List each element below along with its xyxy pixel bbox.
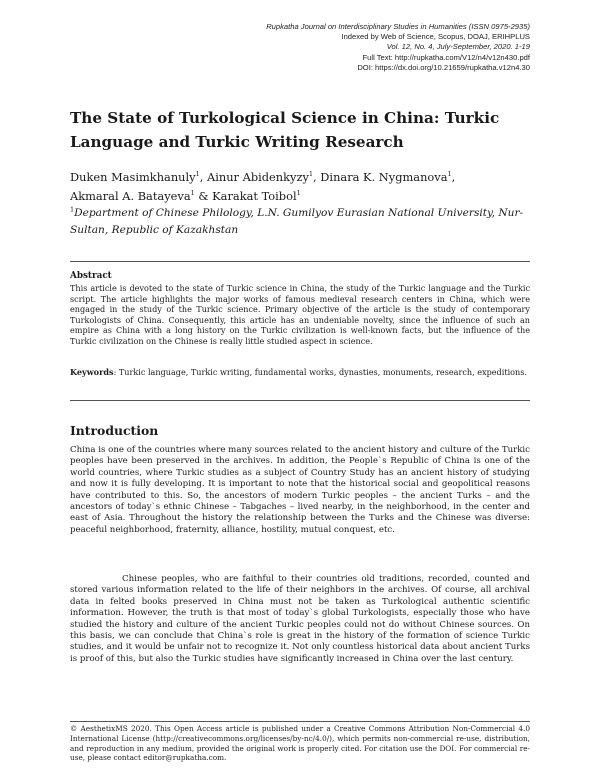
author-affiliation-mark: 1: [308, 170, 314, 179]
journal-fulltext-link[interactable]: Full Text: http://rupkatha.com/V12/n4/v12n430.pdf: [362, 52, 530, 62]
journal-header: [150, 22, 530, 73]
author-name: Duken Masimkhanuly: [70, 170, 196, 184]
author-affiliation-mark: 1: [296, 189, 301, 198]
abstract-section: [70, 261, 530, 401]
keywords-list: : Turkic language, Turkic writing, fundamental works, dynasties, monuments, research, expeditions.: [113, 367, 527, 377]
introduction-paragraph: China is one of the countries where many sources related to the ancient history and culture of the Turkic peoples have been preserved in the archives. In addition, the People`s Republic of China is one of the world countries, where Turkic studies as a subject of Country Study has an ancient history of studying and now it is fully developing. It is important to note that the historical social and geopolitical reasons have contributed to this. So, the ancestors of modern Turkic peoples – the ancient Turks – and the ancestors of today`s ethnic Chinese – Tabgaches – lived nearby, in the neighborhood, in the center and east of Asia. Throughout the history the relationship between the Turks and the Chinese was diverse: peaceful neighborhood, fraternity, alliance, hostility, mutual conquest, etc.: [70, 445, 530, 535]
author-separator: ,: [199, 170, 207, 184]
paper-title: The State of Turkological Science in China: Turkic Language and Turkic Writing Research: [70, 109, 500, 151]
author-affiliation-mark: 1: [447, 170, 452, 179]
affiliation-mark: 1: [70, 205, 75, 214]
author-name: Dinara K. Nygmanova: [320, 170, 448, 184]
introduction-heading: Introduction: [70, 423, 159, 438]
abstract-body: This article is devoted to the state of Turkic science in China, the study of the Turkic language and the Turkic script. The article highlights the major works of famous medieval research centers in China, which were engaged in the study of the Turkic science. Primary objective of the article is the study of contemporary Turkologists of China. Consequently, this article has an undeniable novelty, since the influence of such an empire as China with a long history on the Turkic civilization is well-known facts, but the influence of the Turkic civilization on the Chinese is really little studied aspect in science.: [70, 283, 530, 346]
author-affiliation-mark: 1: [190, 189, 195, 198]
author-name: Karakat Toibol: [212, 189, 297, 203]
journal-doi-link[interactable]: DOI: https://dx.doi.org/10.21659/rupkatha.v12n4.30: [357, 62, 530, 72]
author-separator: &: [194, 189, 213, 203]
author-name: Ainur Abidenkyzy: [206, 170, 309, 184]
footer-divider: [70, 721, 530, 722]
journal-indexing: Indexed by Web of Science, Scopus, DOAJ, ERIHPLUS: [341, 32, 530, 42]
author-name: Akmaral A. Batayeva: [70, 189, 191, 203]
author-separator: ,: [451, 170, 456, 184]
author-affiliation: [70, 205, 540, 238]
affiliation-text: Department of Chinese Philology, L.N. Gumilyov Eurasian National University, Nur-Sultan, Republic of Kazakhstan: [70, 207, 524, 236]
journal-volume: Vol. 12, No. 4, July-September, 2020. 1-19: [386, 42, 530, 52]
author-separator: ,: [313, 170, 321, 184]
author-affiliation-mark: 1: [195, 170, 200, 179]
keywords: [70, 367, 530, 378]
abstract-heading: Abstract: [70, 271, 112, 281]
journal-name: Rupkatha Journal on Interdisciplinary Studies in Humanities (ISSN 0975-2935): [266, 22, 530, 31]
introduction-paragraph: Chinese peoples, who are faithful to their countries old traditions, recorded, counted and stored various information related to the life of their neighbors in the archives. Of course, all archival data in felted books preserved in China must not be taken as Turkological authentic scientific information. However, the truth is that most of today`s global Turkologists, especially those who have studied the history and culture of the ancient Turkic peoples could not do without Chinese sources. On this basis, we can conclude that China`s role is great in the history of the formation of science Turkic studies, and it would be unfair not to recognize it. Not only countless historical data about ancient Turks is proof of this, but also the Turkic studies have significantly increased in China over the last century.: [70, 574, 530, 664]
license-footer: © AesthetixMS 2020. This Open Access article is published under a Creative Commons Attribution Non-Commercial 4.0 International License (http://creativecommons.org/licenses/by-nc/4.0/), which permits non-commercial re-use, distribution, and reproduction in any medium, provided the original work is properly cited. For citation use the DOI. For commercial re-use, please contact editor@rupkatha.com.: [70, 724, 530, 763]
keywords-label: Keywords: [70, 367, 114, 377]
author-list: [70, 168, 540, 206]
